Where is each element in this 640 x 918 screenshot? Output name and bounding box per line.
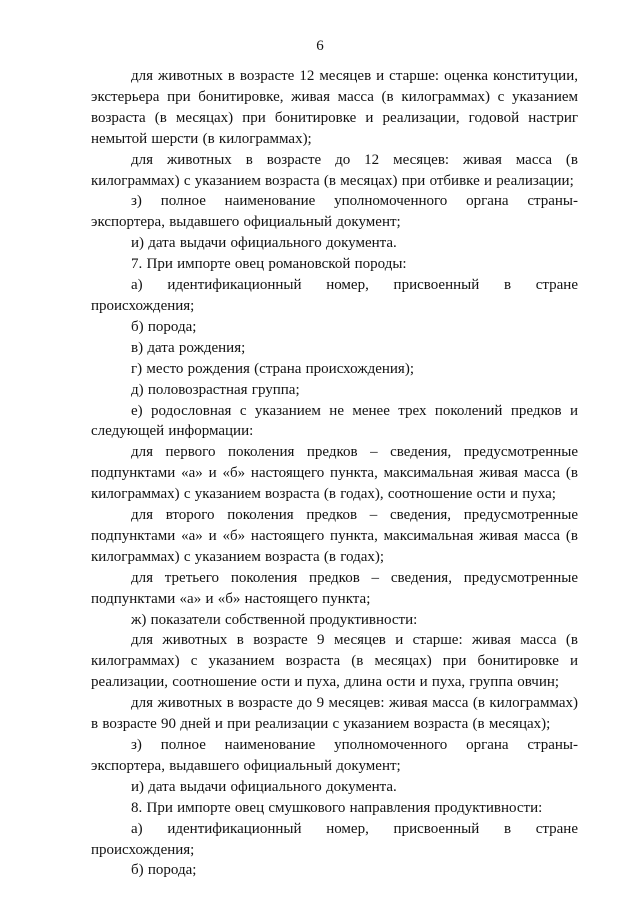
paragraph: для третьего поколения предков – сведения, предусмотренные подпунктами «а» и «б» настоящего пункта; [91,569,578,607]
paragraph: в) дата рождения; [131,339,246,356]
paragraph: для второго поколения предков – сведения, предусмотренные подпунктами «а» и «б» настоящего пункта, максимальная живая масса (в килограммах) с указанием возраста (в годах); [91,507,578,565]
paragraph: з) полное наименование уполномоченного органа страны-экспортера, выдавшего официальный документ; [91,737,578,774]
paragraph: и) дата выдачи официального документа. [131,778,397,795]
paragraph: для животных в возрасте 9 месяцев и старше: живая масса (в килограммах) с указанием возраста (в месяцах) при бонитировке и реализации, соотношение ости и пуха, длина ости и пуха, группа овчин; [91,632,578,691]
paragraph: 7. При импорте овец романовской породы: [131,256,407,273]
paragraph: для животных в возрасте до 9 месяцев: живая масса (в килограммах) в возрасте 90 дней и при реализации с указанием возраста (в месяцах); [91,695,578,733]
paragraph: б) порода; [131,862,197,879]
paragraph: и) дата выдачи официального документа. [131,235,397,252]
paragraph: з) полное наименование уполномоченного органа страны-экспортера, выдавшего официальный документ; [91,193,578,231]
paragraph: а) идентификационный номер, присвоенный в стране происхождения; [91,820,578,858]
document-body [91,66,578,881]
paragraph: е) родословная с указанием не менее трех поколений предков и следующей информации: [91,402,578,440]
paragraph: для животных в возрасте 12 месяцев и старше: оценка конституции, экстерьера при бонитировке, живая масса (в килограммах) с указанием возраста (в месяцах) при бонитировке и реализации, годовой настриг немытой шерсти (в килограммах); [91,68,578,147]
paragraph: для первого поколения предков – сведения, предусмотренные подпунктами «а» и «б» настоящего пункта, максимальная живая масса (в килограммах) с указанием возраста (в годах), соотношение ости и пуха; [91,444,578,503]
paragraph: а) идентификационный номер, присвоенный в стране происхождения; [91,277,578,314]
paragraph: д) половозрастная группа; [131,381,300,398]
paragraph: б) порода; [131,318,197,335]
paragraph: для животных в возрасте до 12 месяцев: живая масса (в килограммах) с указанием возраста (в месяцах) при отбивке и реализации; [91,151,578,189]
paragraph: 8. При импорте овец смушкового направления продуктивности: [131,799,543,816]
paragraph: г) место рождения (страна происхождения); [131,360,414,377]
page-number: 6 [316,38,324,54]
paragraph: ж) показатели собственной продуктивности: [131,611,418,628]
